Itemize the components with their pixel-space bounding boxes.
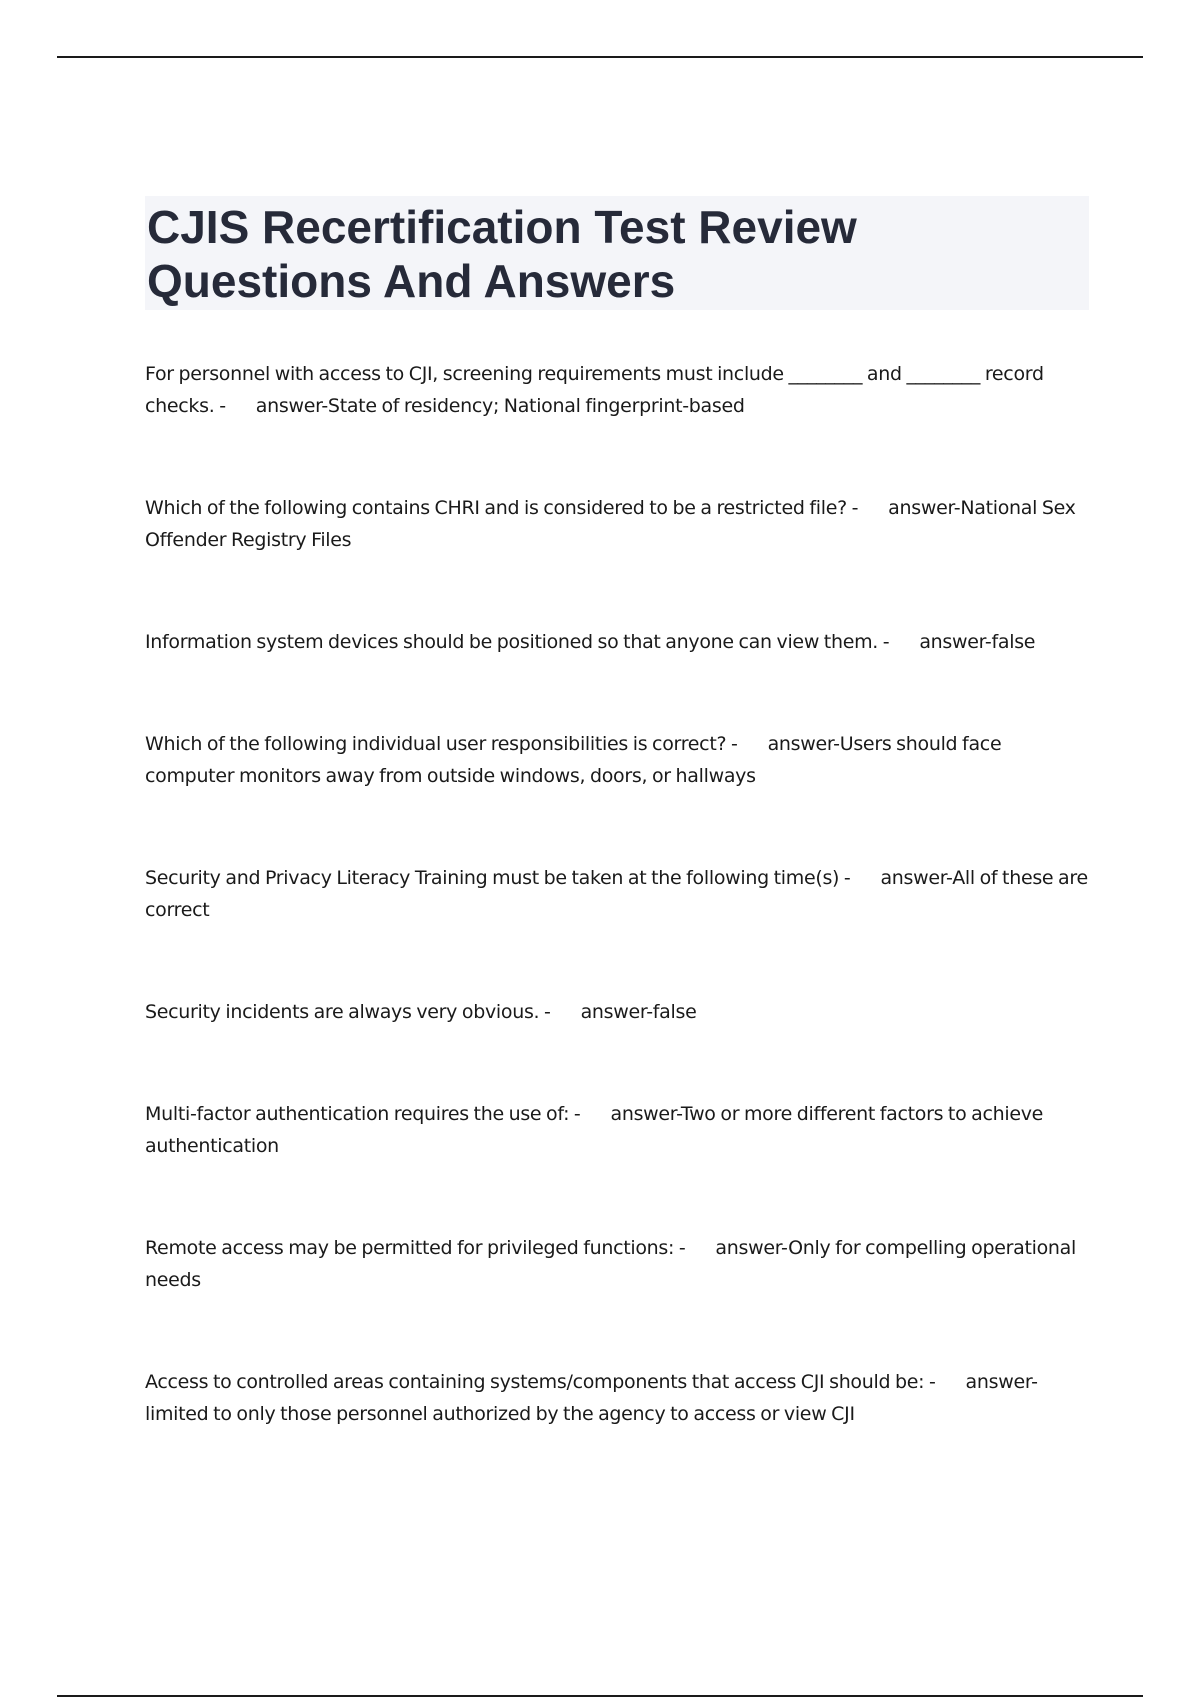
qa-answer: answer-State of residency; National fingerprint-based [255, 395, 745, 417]
qa-item [145, 1366, 1089, 1430]
qa-question: Access to controlled areas containing systems/components that access CJI should be: - [145, 1371, 936, 1393]
qa-item [145, 626, 1089, 658]
qa-answer: answer-false [919, 631, 1036, 653]
footer-rule [57, 1695, 1143, 1697]
header-rule [57, 56, 1143, 58]
qa-answer: answer-National Sex Offender Registry Files [145, 497, 1076, 551]
qa-question: Which of the following contains CHRI and is considered to be a restricted file? - [145, 497, 859, 519]
qa-item [145, 728, 1089, 792]
qa-item [145, 1232, 1089, 1296]
qa-question: Which of the following individual user responsibilities is correct? - [145, 733, 738, 755]
qa-question: Security and Privacy Literacy Training must be taken at the following time(s) - [145, 867, 851, 889]
qa-answer: answer-All of these are correct [145, 867, 1088, 921]
qa-item [145, 492, 1089, 556]
qa-item [145, 358, 1089, 422]
document-title-line-1: CJIS Recertification Test Review [147, 201, 857, 253]
qa-answer: answer-limited to only those personnel authorized by the agency to access or view CJI [145, 1371, 1038, 1425]
qa-answer: answer-false [580, 1001, 697, 1023]
qa-question: Remote access may be permitted for privileged functions: - [145, 1237, 686, 1259]
qa-item [145, 862, 1089, 926]
title-block [145, 196, 1089, 310]
qa-item [145, 996, 1089, 1028]
qa-answer: answer-Only for compelling operational needs [145, 1237, 1076, 1291]
document-title-line-2: Questions And Answers [147, 255, 676, 307]
document-title [145, 196, 1089, 308]
qa-answer: answer-Two or more different factors to achieve authentication [145, 1103, 1044, 1157]
qa-list [145, 358, 1089, 1500]
qa-item [145, 1098, 1089, 1162]
qa-question: Information system devices should be positioned so that anyone can view them. - [145, 631, 890, 653]
qa-question: Multi-factor authentication requires the use of: - [145, 1103, 581, 1125]
qa-question: Security incidents are always very obvious. - [145, 1001, 551, 1023]
qa-answer: answer-Users should face computer monitors away from outside windows, doors, or hallways [145, 733, 1002, 787]
qa-question: For personnel with access to CJI, screening requirements must include ________ and ________ record checks. - [145, 363, 1044, 417]
